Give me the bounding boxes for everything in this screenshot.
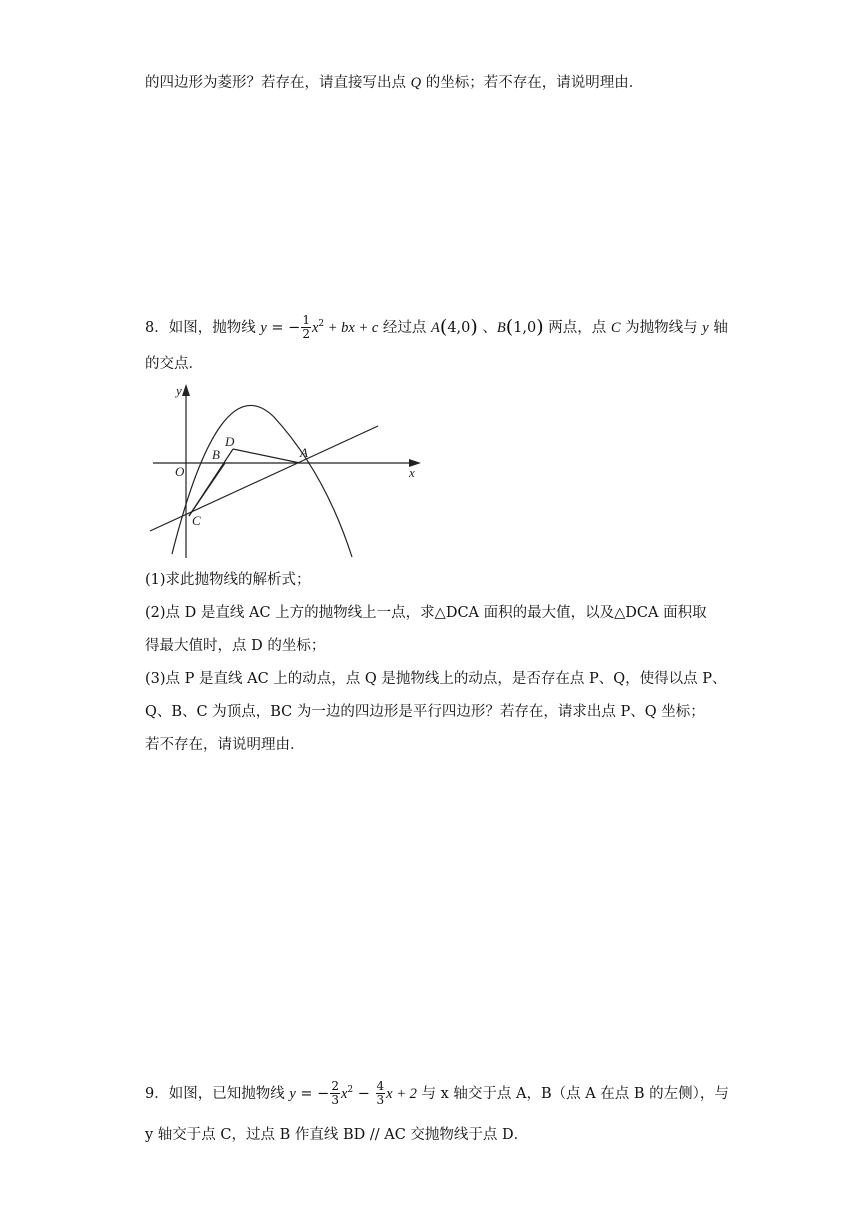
q9-number: 9． — [145, 1085, 169, 1102]
label-d: D — [225, 434, 235, 449]
q8-statement-line2: 的交点． — [145, 356, 203, 372]
q8-sub1: (1)求此抛物线的解析式； — [145, 572, 311, 588]
q9-statement-line1: 9．如图，已知抛物线 y = − $\frac{2}{3}$ $x^2$ − $\frac{4}{3}$ x + 2 与 x 轴交于点 A，B（点 A 在点 B 的左侧），与 — [145, 1079, 729, 1108]
q9-statement-line2: y 轴交于点 C，过点 B 作直线 BD // AC 交抛物线于点 D． — [145, 1127, 529, 1143]
q9-fraction-2: $\frac{4}{3}$ — [376, 1079, 385, 1108]
label-c: C — [192, 513, 201, 528]
label-y: y — [176, 383, 182, 398]
q8-sub3-line2: Q、B、C 为顶点，BC 为一边的四边形是平行四边形？若存在，请求出点 P、Q 坐标； — [145, 704, 705, 720]
q8-figure — [145, 378, 435, 563]
label-o: O — [175, 464, 185, 479]
q8-sub3-line3: 若不存在，请说明理由． — [145, 737, 305, 753]
label-x: x — [409, 465, 415, 480]
q9-fraction-1: $\frac{2}{3}$ — [331, 1079, 339, 1108]
y-axis-arrow-icon — [182, 384, 190, 396]
label-b: B — [212, 447, 220, 462]
q8-statement-line1: 8．如图，抛物线 y = − $\frac{1}{2}$ $x^2$ + bx + c 经过点 A(4,0) 、B(1,0) 两点，点 C 为抛物线与 y 轴 — [145, 313, 728, 342]
label-a: A — [300, 445, 308, 460]
q8-sub3-line1: (3)点 P 是直线 AC 上的动点，点 Q 是抛物线上的动点，是否存在点 P、Q，使得以点 P、 — [145, 671, 727, 687]
segment-da — [233, 449, 300, 463]
q8-number: 8． — [145, 319, 169, 336]
segment-bc — [189, 463, 225, 516]
q8-sub2-line1: (2)点 D 是直线 AC 上方的抛物线上一点，求△DCA 面积的最大值，以及△DCA 面积取 — [145, 605, 707, 621]
q8-sub2-line2: 得最大值时，点 D 的坐标； — [145, 638, 326, 654]
q7-tail-text: 的四边形为菱形？若存在，请直接写出点 Q 的坐标；若不存在，请说明理由． — [145, 75, 644, 91]
parabola — [172, 405, 352, 557]
q8-fraction: $\frac{1}{2}$ — [302, 313, 310, 342]
